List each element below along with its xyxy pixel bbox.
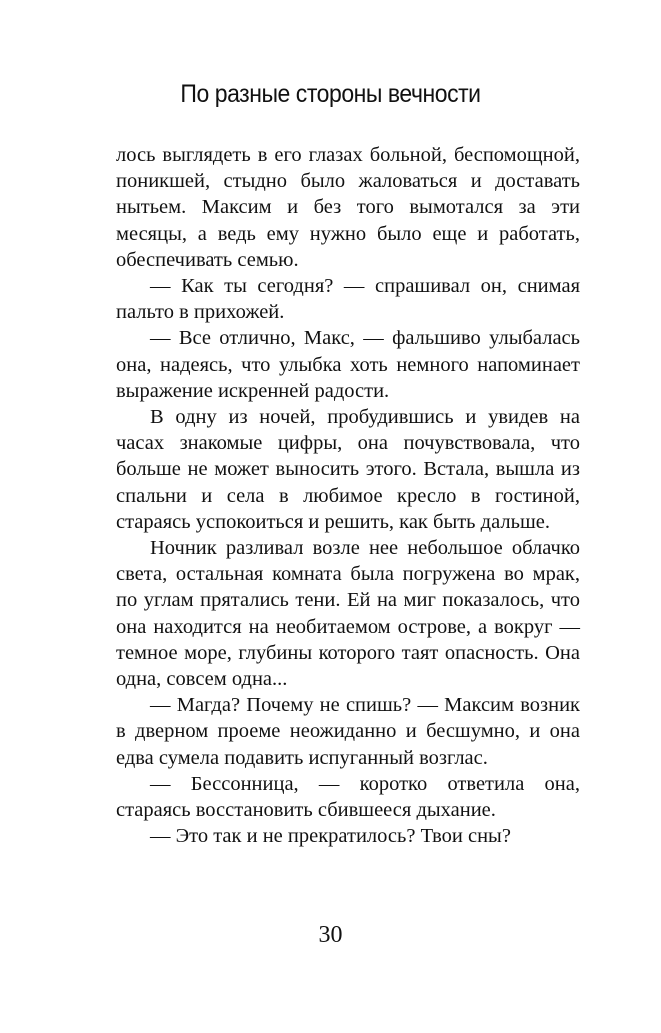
body-text: [116, 142, 580, 849]
running-head-title: По разные стороны вечности: [180, 80, 481, 108]
paragraph: — Это так и не прекратилось? Твои сны?: [150, 825, 511, 848]
paragraph: — Бессонница, — коротко ответила она, стараясь восстановить сбившееся дыхание.: [116, 772, 580, 822]
paragraph: лось выглядеть в его глазах больной, беспомощной, поникшей, стыдно было жаловаться и доставать нытьем. Максим и без того вымотался за эти месяцы, а ведь ему нужно было еще и работать, обеспечивать семью.: [116, 144, 580, 271]
paragraph: — Как ты сегодня? — спрашивал он, снимая пальто в прихожей.: [116, 275, 580, 324]
paragraph: В одну из ночей, пробудившись и увидев на часах знакомые цифры, она почувствовала, что больше не может выносить этого. Встала, вышла из спальни и села в любимое кресло в гостиной, стараясь успокоиться и решить, как быть дальше.: [116, 406, 580, 533]
paragraph: — Все отлично, Макс, — фальшиво улыбалась она, надеясь, что улыбка хоть немного напоминает выражение искренней радости.: [116, 327, 580, 402]
paragraph: Ночник разливал возле нее небольшое облачко света, остальная комната была погружена во мрак, по углам прятались тени. Ей на миг показалось, что она находится на необитаемом острове, а вокруг — темное море, глубины которого таят опасность. Она одна, совсем одна...: [116, 537, 580, 691]
page-number: 30: [318, 922, 343, 948]
paragraph: — Магда? Почему не спишь? — Максим возник в дверном проеме неожиданно и бесшумно, и она едва сумела подавить испуганный возглас.: [116, 694, 580, 769]
